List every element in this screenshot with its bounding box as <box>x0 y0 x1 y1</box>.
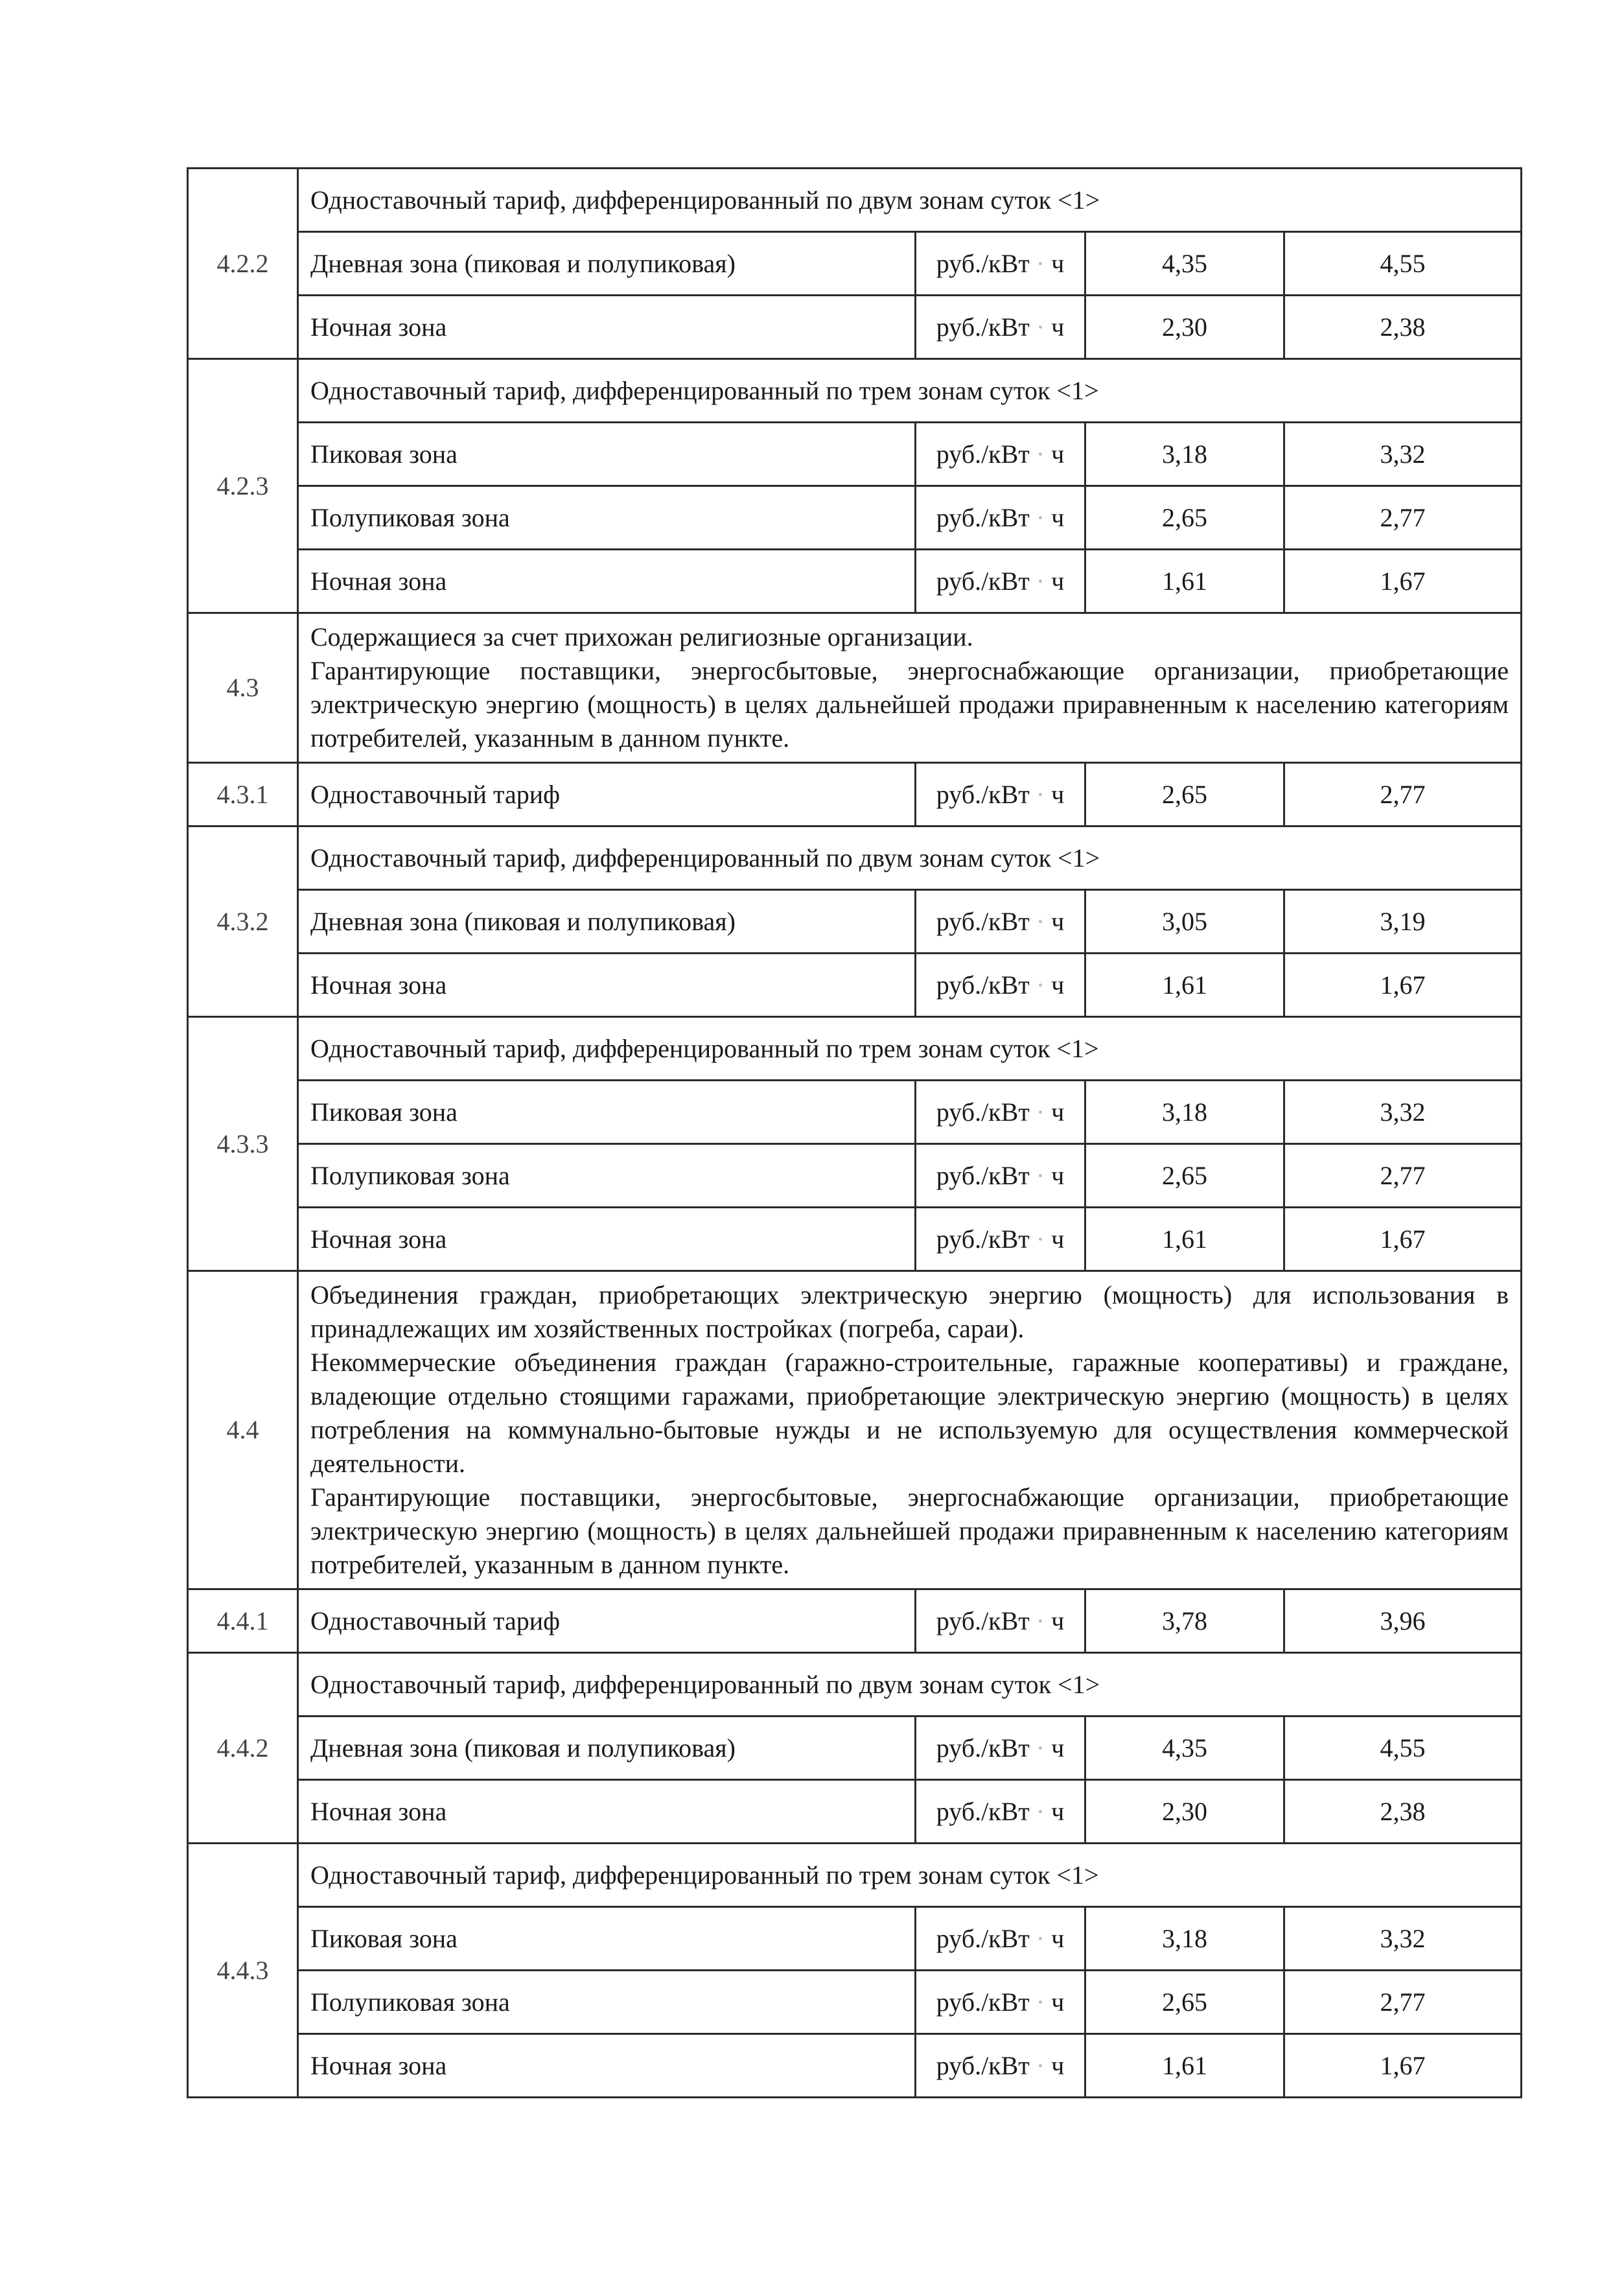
unit-hour: ч <box>1051 779 1065 809</box>
unit-text: руб./кВт <box>936 906 1030 936</box>
section-number: 4.4 <box>188 1271 298 1589</box>
value-next: 3,32 <box>1284 1081 1522 1144</box>
value-next: 3,32 <box>1284 1907 1522 1971</box>
value-current: 1,61 <box>1085 550 1284 613</box>
category-description <box>298 1271 1522 1589</box>
value-next: 1,67 <box>1284 2034 1522 2098</box>
unit-separator: · <box>1036 439 1045 469</box>
tariff-row <box>188 1717 1522 1780</box>
tariff-row <box>188 1144 1522 1208</box>
zone-label: Дневная зона (пиковая и полупиковая) <box>298 1717 916 1780</box>
tariff-row <box>188 550 1522 613</box>
tariff-row <box>188 1589 1522 1653</box>
section-number: 4.3.1 <box>188 763 298 826</box>
unit-cell <box>916 1081 1085 1144</box>
unit-hour: ч <box>1051 906 1065 936</box>
unit-cell <box>916 1208 1085 1271</box>
zone-label: Полупиковая зона <box>298 1144 916 1208</box>
unit-hour: ч <box>1051 439 1065 469</box>
unit-cell <box>916 486 1085 550</box>
tariff-row <box>188 1907 1522 1971</box>
section-number: 4.3.3 <box>188 1017 298 1271</box>
unit-cell <box>916 954 1085 1017</box>
unit-text: руб./кВт <box>936 312 1030 342</box>
tariff-table-body <box>188 169 1522 2098</box>
unit-hour: ч <box>1051 1097 1065 1127</box>
tariff-label: Одноставочный тариф <box>298 1589 916 1653</box>
unit-cell <box>916 1971 1085 2034</box>
section-header-row <box>188 359 1522 423</box>
zone-label: Пиковая зона <box>298 423 916 486</box>
tariff-table <box>187 167 1522 2098</box>
section-header-row <box>188 1017 1522 1081</box>
value-current: 2,30 <box>1085 296 1284 359</box>
unit-hour: ч <box>1051 1796 1065 1826</box>
tariff-label: Одноставочный тариф <box>298 763 916 826</box>
unit-hour: ч <box>1051 1733 1065 1763</box>
tariff-row <box>188 486 1522 550</box>
unit-cell <box>916 763 1085 826</box>
tariff-row <box>188 2034 1522 2098</box>
unit-cell <box>916 1589 1085 1653</box>
value-next: 2,77 <box>1284 763 1522 826</box>
category-paragraph: Содержащиеся за счет прихожан религиозные организации. <box>310 622 973 651</box>
unit-hour: ч <box>1051 1606 1065 1635</box>
unit-text: руб./кВт <box>936 2050 1030 2080</box>
value-current: 2,65 <box>1085 763 1284 826</box>
unit-text: руб./кВт <box>936 1224 1030 1254</box>
unit-hour: ч <box>1051 248 1065 278</box>
value-current: 4,35 <box>1085 1717 1284 1780</box>
unit-hour: ч <box>1051 312 1065 342</box>
unit-separator: · <box>1036 2050 1045 2080</box>
section-number: 4.3 <box>188 613 298 763</box>
section-header: Одноставочный тариф, дифференцированный по двум зонам суток <1> <box>298 826 1522 890</box>
unit-hour: ч <box>1051 970 1065 1000</box>
section-number: 4.3.2 <box>188 826 298 1017</box>
category-row <box>188 1271 1522 1589</box>
zone-label: Дневная зона (пиковая и полупиковая) <box>298 890 916 954</box>
value-current: 1,61 <box>1085 954 1284 1017</box>
unit-separator: · <box>1036 779 1045 809</box>
value-current: 3,18 <box>1085 1081 1284 1144</box>
category-paragraph: Гарантирующие поставщики, энергосбытовые, энергоснабжающие организации, приобретающие электрическую энергию (мощность) в целях дальнейшей продажи приравненным к населению категориям потребителей, указанным в данном пункте. <box>310 1482 1509 1579</box>
tariff-row <box>188 1081 1522 1144</box>
unit-hour: ч <box>1051 1224 1065 1254</box>
unit-separator: · <box>1036 502 1045 532</box>
unit-text: руб./кВт <box>936 1987 1030 2017</box>
zone-label: Ночная зона <box>298 954 916 1017</box>
section-number: 4.4.1 <box>188 1589 298 1653</box>
unit-cell <box>916 1780 1085 1844</box>
value-next: 1,67 <box>1284 954 1522 1017</box>
unit-separator: · <box>1036 970 1045 1000</box>
value-next: 2,38 <box>1284 296 1522 359</box>
section-number: 4.4.3 <box>188 1844 298 2098</box>
unit-text: руб./кВт <box>936 248 1030 278</box>
unit-separator: · <box>1036 1224 1045 1254</box>
unit-cell <box>916 1144 1085 1208</box>
unit-text: руб./кВт <box>936 1097 1030 1127</box>
section-number: 4.2.2 <box>188 169 298 359</box>
section-header: Одноставочный тариф, дифференцированный по трем зонам суток <1> <box>298 1844 1522 1907</box>
value-current: 1,61 <box>1085 2034 1284 2098</box>
section-number: 4.2.3 <box>188 359 298 613</box>
category-paragraph: Некоммерческие объединения граждан (гаражно-строительные, гаражные кооперативы) и граждане, владеющие отдельно стоящими гаражами, приобретающие электрическую энергию (мощность) в целях потребления на коммунально-бытовые нужды и не используемую для осуществления коммерческой деятельности. <box>310 1348 1509 1478</box>
value-current: 4,35 <box>1085 232 1284 296</box>
unit-separator: · <box>1036 566 1045 596</box>
unit-text: руб./кВт <box>936 439 1030 469</box>
value-current: 2,65 <box>1085 1144 1284 1208</box>
value-next: 2,38 <box>1284 1780 1522 1844</box>
unit-text: руб./кВт <box>936 1160 1030 1190</box>
value-next: 1,67 <box>1284 550 1522 613</box>
tariff-row <box>188 423 1522 486</box>
unit-separator: · <box>1036 1733 1045 1763</box>
section-header-row <box>188 826 1522 890</box>
value-next: 2,77 <box>1284 1144 1522 1208</box>
unit-cell <box>916 2034 1085 2098</box>
unit-separator: · <box>1036 1097 1045 1127</box>
value-current: 2,30 <box>1085 1780 1284 1844</box>
value-next: 4,55 <box>1284 1717 1522 1780</box>
value-next: 2,77 <box>1284 486 1522 550</box>
unit-text: руб./кВт <box>936 1733 1030 1763</box>
category-row <box>188 613 1522 763</box>
tariff-row <box>188 232 1522 296</box>
tariff-row <box>188 296 1522 359</box>
category-description <box>298 613 1522 763</box>
unit-cell <box>916 1907 1085 1971</box>
value-next: 3,19 <box>1284 890 1522 954</box>
value-current: 2,65 <box>1085 486 1284 550</box>
zone-label: Ночная зона <box>298 1780 916 1844</box>
section-header: Одноставочный тариф, дифференцированный по трем зонам суток <1> <box>298 1017 1522 1081</box>
unit-separator: · <box>1036 1160 1045 1190</box>
unit-text: руб./кВт <box>936 1923 1030 1953</box>
section-header: Одноставочный тариф, дифференцированный по двум зонам суток <1> <box>298 1653 1522 1717</box>
value-current: 3,18 <box>1085 1907 1284 1971</box>
unit-cell <box>916 232 1085 296</box>
value-current: 3,78 <box>1085 1589 1284 1653</box>
section-header-row <box>188 169 1522 232</box>
unit-hour: ч <box>1051 2050 1065 2080</box>
value-next: 3,96 <box>1284 1589 1522 1653</box>
unit-text: руб./кВт <box>936 566 1030 596</box>
zone-label: Полупиковая зона <box>298 1971 916 2034</box>
section-header: Одноставочный тариф, дифференцированный по трем зонам суток <1> <box>298 359 1522 423</box>
unit-text: руб./кВт <box>936 779 1030 809</box>
zone-label: Ночная зона <box>298 296 916 359</box>
category-paragraph: Гарантирующие поставщики, энергосбытовые, энергоснабжающие организации, приобретающие электрическую энергию (мощность) в целях дальнейшей продажи приравненным к населению категориям потребителей, указанным в данном пункте. <box>310 656 1509 753</box>
section-header: Одноставочный тариф, дифференцированный по двум зонам суток <1> <box>298 169 1522 232</box>
zone-label: Дневная зона (пиковая и полупиковая) <box>298 232 916 296</box>
value-next: 2,77 <box>1284 1971 1522 2034</box>
unit-text: руб./кВт <box>936 1796 1030 1826</box>
unit-cell <box>916 296 1085 359</box>
unit-separator: · <box>1036 248 1045 278</box>
unit-text: руб./кВт <box>936 502 1030 532</box>
unit-hour: ч <box>1051 502 1065 532</box>
section-number: 4.4.2 <box>188 1653 298 1844</box>
unit-text: руб./кВт <box>936 1606 1030 1635</box>
unit-cell <box>916 423 1085 486</box>
zone-label: Пиковая зона <box>298 1081 916 1144</box>
unit-hour: ч <box>1051 1160 1065 1190</box>
unit-separator: · <box>1036 1606 1045 1635</box>
zone-label: Пиковая зона <box>298 1907 916 1971</box>
tariff-row <box>188 890 1522 954</box>
value-current: 2,65 <box>1085 1971 1284 2034</box>
unit-separator: · <box>1036 1796 1045 1826</box>
tariff-row <box>188 763 1522 826</box>
unit-separator: · <box>1036 312 1045 342</box>
section-header-row <box>188 1653 1522 1717</box>
unit-hour: ч <box>1051 1923 1065 1953</box>
value-next: 3,32 <box>1284 423 1522 486</box>
zone-label: Ночная зона <box>298 2034 916 2098</box>
unit-cell <box>916 1717 1085 1780</box>
value-current: 3,18 <box>1085 423 1284 486</box>
unit-text: руб./кВт <box>936 970 1030 1000</box>
unit-separator: · <box>1036 1923 1045 1953</box>
value-next: 4,55 <box>1284 232 1522 296</box>
unit-separator: · <box>1036 906 1045 936</box>
zone-label: Ночная зона <box>298 550 916 613</box>
zone-label: Полупиковая зона <box>298 486 916 550</box>
tariff-row <box>188 1780 1522 1844</box>
unit-separator: · <box>1036 1987 1045 2017</box>
category-paragraph: Объединения граждан, приобретающих электрическую энергию (мощность) для использования в принадлежащих им хозяйственных постройках (погреба, сараи). <box>310 1280 1509 1343</box>
value-current: 3,05 <box>1085 890 1284 954</box>
value-next: 1,67 <box>1284 1208 1522 1271</box>
value-current: 1,61 <box>1085 1208 1284 1271</box>
unit-hour: ч <box>1051 566 1065 596</box>
unit-cell <box>916 550 1085 613</box>
unit-hour: ч <box>1051 1987 1065 2017</box>
section-header-row <box>188 1844 1522 1907</box>
unit-cell <box>916 890 1085 954</box>
tariff-row <box>188 954 1522 1017</box>
tariff-row <box>188 1208 1522 1271</box>
zone-label: Ночная зона <box>298 1208 916 1271</box>
tariff-row <box>188 1971 1522 2034</box>
